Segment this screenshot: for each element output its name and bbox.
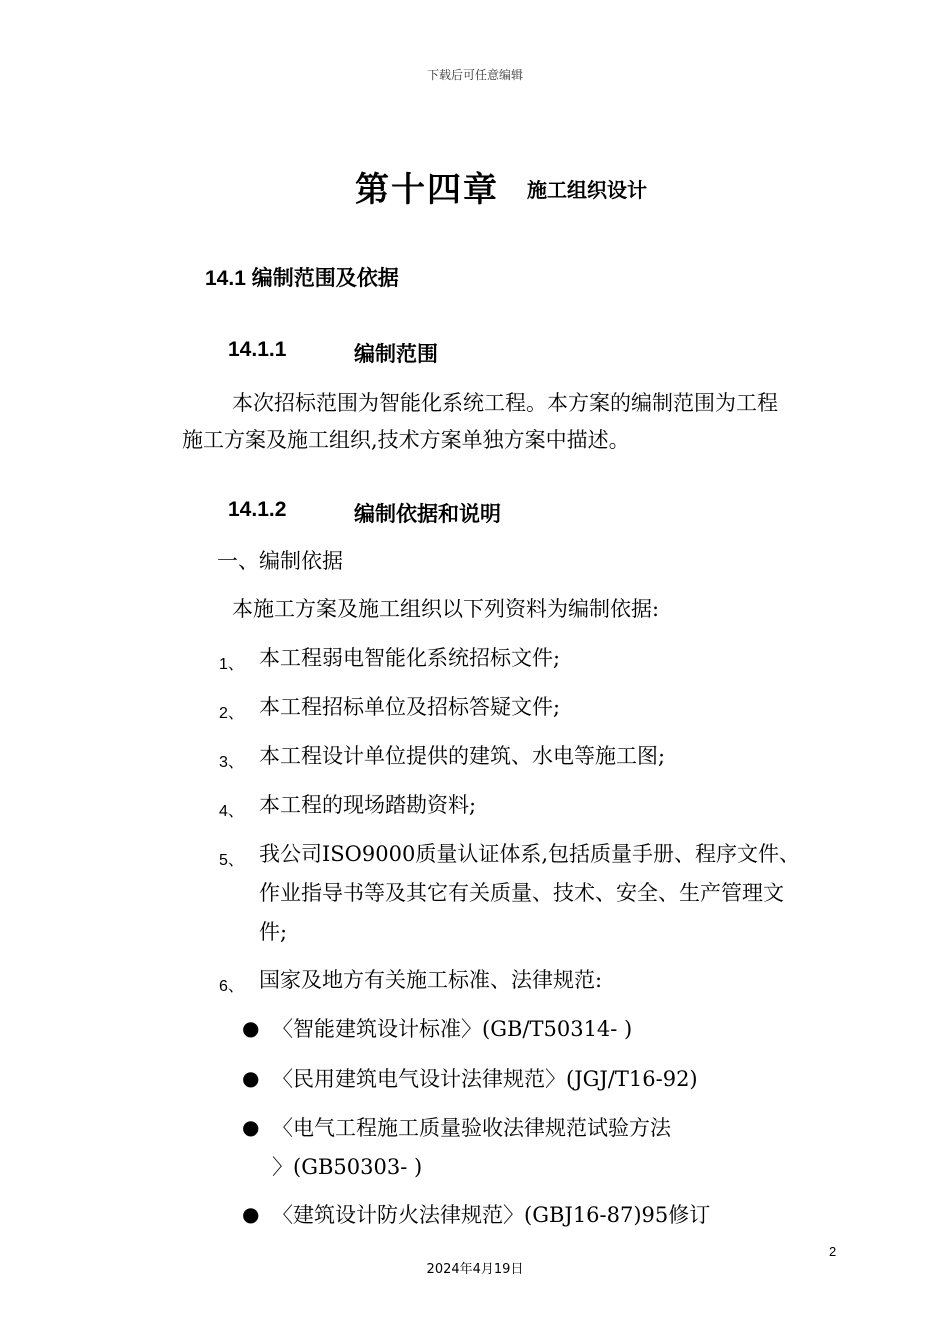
list-item-number: 6、 — [219, 978, 244, 995]
chapter-title: 第十四章 — [355, 170, 499, 210]
list-item-text: 我公司ISO9000质量认证体系,包括质量手册、程序文件、 — [259, 842, 801, 866]
bullet-icon: ● — [242, 1202, 260, 1226]
section-number-14-1-1: 14.1.1 — [228, 338, 287, 361]
list-item-number: 2、 — [219, 705, 244, 722]
bullet-item-text: 〈建筑设计防火法律规范〉(GBJ16-87)95修订 — [272, 1203, 711, 1227]
page-number: 2 — [829, 1244, 837, 1259]
list-item-number: 4、 — [219, 803, 244, 820]
bullet-item-text: 〈电气工程施工质量验收法律规范试验方法 — [272, 1116, 671, 1140]
chapter-subtitle: 施工组织设计 — [527, 178, 647, 202]
sub-heading: 一、编制依据 — [217, 549, 343, 573]
section-number-14-1-2: 14.1.2 — [228, 498, 287, 521]
list-item-text: 本工程招标单位及招标答疑文件; — [259, 695, 561, 719]
section-title-14-1-2: 编制依据和说明 — [354, 502, 501, 526]
footer-date: 2024年4月19日 — [426, 1262, 524, 1277]
section-title-14-1-1: 编制范围 — [354, 342, 438, 366]
list-item-text: 作业指导书等及其它有关质量、技术、安全、生产管理文 — [259, 881, 784, 905]
scope-paragraph-line-2: 施工方案及施工组织,技术方案单独方案中描述。 — [182, 428, 630, 452]
list-item-text: 国家及地方有关施工标准、法律规范: — [259, 968, 603, 992]
list-item-text: 件; — [259, 920, 288, 944]
bullet-item-text: 〈智能建筑设计标准〉(GB/T50314- ) — [272, 1017, 633, 1041]
bullet-icon: ● — [242, 1115, 260, 1139]
list-item-text: 本工程设计单位提供的建筑、水电等施工图; — [259, 744, 666, 768]
section-heading-14-1: 14.1 编制范围及依据 — [205, 267, 399, 290]
bullet-icon: ● — [242, 1016, 260, 1040]
list-item-number: 3、 — [219, 754, 244, 771]
list-item-text: 本工程的现场踏勘资料; — [259, 793, 477, 817]
bullet-icon: ● — [242, 1066, 260, 1090]
list-item-number: 5、 — [219, 852, 244, 869]
bullet-item-text: 〈民用建筑电气设计法律规范〉(JGJ/T16-92) — [272, 1067, 698, 1091]
header-note: 下载后可任意编辑 — [426, 68, 523, 82]
list-item-number: 1、 — [219, 656, 244, 673]
scope-paragraph-line-1: 本次招标范围为智能化系统工程。本方案的编制范围为工程 — [232, 391, 778, 415]
bullet-item-text: 〉(GB50303- ) — [272, 1155, 423, 1179]
list-item-text: 本工程弱电智能化系统招标文件; — [259, 646, 561, 670]
intro-paragraph: 本施工方案及施工组织以下列资料为编制依据: — [232, 597, 660, 621]
